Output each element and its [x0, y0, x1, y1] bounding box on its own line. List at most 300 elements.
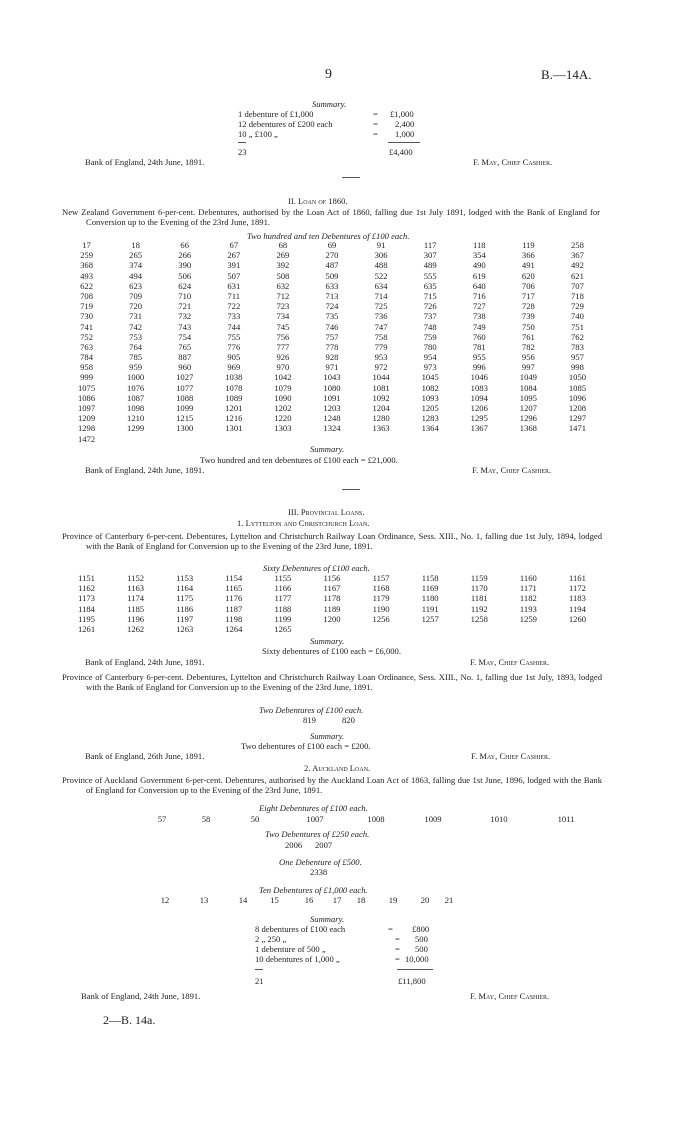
debenture-number: 733	[227, 311, 241, 322]
bank-date: Bank of England, 24th June, 1891.	[85, 465, 205, 475]
debenture-number: 507	[227, 270, 241, 281]
debenture-number: 1007	[306, 814, 324, 824]
debenture-number: 720	[129, 301, 143, 312]
debenture-number: 732	[178, 311, 192, 322]
debenture-number: 91	[376, 240, 386, 250]
debenture-number: 488	[374, 260, 388, 271]
debenture-number: 778	[325, 341, 339, 352]
debenture-number	[357, 434, 406, 444]
debenture-number: 1044	[372, 372, 390, 383]
debenture-number: 1195	[78, 613, 95, 624]
debenture-number: 492	[571, 260, 584, 271]
summary-line: 8 debentures of £100 each = £800	[255, 924, 430, 934]
debenture-number: 17	[332, 895, 342, 905]
debenture-number: 1179	[372, 593, 390, 604]
debenture-number: 270	[325, 250, 339, 261]
debenture-number: 367	[571, 250, 584, 261]
debenture-number: 1079	[274, 382, 292, 393]
debenture-number: 494	[129, 270, 143, 281]
debenture-number: 2338	[310, 867, 328, 877]
debenture-number	[160, 434, 209, 444]
debenture-number: 758	[374, 331, 388, 342]
debenture-number-row	[150, 895, 459, 905]
debenture-number: 1082	[421, 382, 439, 393]
debenture-number: 1202	[274, 403, 292, 413]
debenture-number: 1368	[519, 423, 537, 434]
debenture-number: 1184	[78, 603, 95, 614]
top-summary-rule-right	[388, 142, 420, 143]
debenture-number: 1174	[127, 593, 145, 604]
debenture-number: 1178	[323, 593, 341, 604]
debenture-number: 392	[276, 260, 290, 271]
debenture-number: 784	[80, 352, 93, 363]
debenture-number: 1204	[372, 403, 390, 413]
debenture-number: 509	[325, 270, 339, 281]
subsection-subheading: Eight Debentures of £100 each.	[259, 803, 368, 813]
debenture-number: 953	[374, 352, 388, 363]
summary-line: 10 „ £100 „ = 1,000	[238, 129, 415, 139]
debenture-number: 1089	[225, 392, 243, 403]
debenture-number: 1090	[274, 392, 292, 403]
debenture-number: 1154	[225, 573, 243, 583]
top-summary-total-amount: £4,400	[389, 147, 413, 157]
section-divider	[342, 177, 360, 178]
debenture-number: 1190	[372, 603, 390, 614]
debenture-number: 1299	[127, 423, 145, 434]
auckland-summary-rule-left	[255, 969, 263, 970]
debenture-number: 707	[571, 280, 584, 291]
debenture-number	[258, 434, 307, 444]
section-summary-line: Two hundred and ten debentures of £100 each = £21,000.	[200, 455, 398, 465]
debenture-number	[504, 434, 553, 444]
debenture-number: 970	[276, 362, 290, 373]
top-summary-title: Summary.	[312, 99, 347, 109]
debenture-number	[111, 434, 160, 444]
debenture-number: 1216	[225, 413, 243, 424]
section-heading: II. Loan of 1860.	[288, 196, 348, 206]
top-summary-total-count: 23	[238, 147, 247, 157]
debenture-number	[553, 434, 602, 444]
debenture-number: 522	[374, 270, 388, 281]
summary-line: 12 debentures of £200 each = 2,400	[238, 119, 415, 129]
debenture-number: 1191	[421, 603, 439, 614]
debenture-number: 736	[374, 311, 388, 322]
debenture-number: 1043	[323, 372, 341, 383]
debenture-number: 267	[227, 250, 241, 261]
debenture-number: 1324	[323, 423, 341, 434]
auckland-summary-total-count: 21	[255, 976, 264, 986]
subsection-subheading: Ten Debentures of £1,000 each.	[259, 885, 368, 895]
debenture-number: 1198	[225, 613, 243, 624]
debenture-number: 742	[129, 321, 143, 332]
debenture-number: 1086	[77, 392, 96, 403]
debenture-number: 1155	[274, 573, 292, 583]
debenture-number: 619	[472, 270, 486, 281]
debenture-number: 1176	[225, 593, 243, 604]
debenture-number: 1161	[569, 573, 586, 583]
debenture-number: 1038	[225, 372, 243, 383]
debenture-number: 1167	[323, 583, 341, 594]
section-intro: New Zealand Government 6-per-cent. Debentures, authorised by the Loan Act of 1860, falling due 1st July 1891, lodged with the Bank of England for Conversion up to the Evening of the 23rd June, 1891.	[62, 207, 600, 228]
debenture-number: 1152	[127, 573, 145, 583]
debenture-number: 620	[521, 270, 535, 281]
debenture-number: 1196	[127, 613, 145, 624]
debenture-number: 708	[80, 290, 93, 301]
debenture-number: 746	[325, 321, 339, 332]
debenture-number: 1206	[470, 403, 488, 413]
debenture-number: 713	[325, 290, 339, 301]
subsection-subheading: Two Debentures of £100 each.	[259, 705, 364, 715]
debenture-number: 1094	[470, 392, 488, 403]
debenture-number: 958	[80, 362, 93, 373]
debenture-number: 969	[227, 362, 241, 373]
debenture-number: 761	[521, 331, 535, 342]
debenture-number: 776	[227, 341, 241, 352]
debenture-number: 747	[374, 321, 388, 332]
bank-date: Bank of England, 24th June, 1891.	[85, 657, 205, 667]
debenture-number: 1173	[78, 593, 95, 604]
debenture-number: 1187	[225, 603, 243, 614]
debenture-number: 259	[80, 250, 93, 261]
debenture-number: 762	[571, 331, 584, 342]
debenture-number: 723	[276, 301, 290, 312]
debenture-number: 1046	[470, 372, 488, 383]
debenture-number: 765	[178, 341, 192, 352]
debenture-number: 19	[388, 895, 398, 905]
debenture-number: 712	[276, 290, 290, 301]
debenture-number: 756	[276, 331, 290, 342]
debenture-number: 959	[129, 362, 143, 373]
signature: F. May, Chief Cashier.	[470, 657, 550, 667]
debenture-number: 621	[571, 270, 584, 281]
summary-line: 1 debenture of £1,000 = £1,000	[238, 109, 414, 119]
debenture-number: 757	[325, 331, 339, 342]
debenture-number: 1258	[470, 613, 488, 624]
debenture-number: 755	[227, 331, 241, 342]
debenture-number: 1197	[176, 613, 194, 624]
subsection-intro: Province of Auckland Government 6-per-cent. Debentures, authorised by the Auckland Loan Act of 1863, falling due 1st June, 1896, lodged with the Bank of England for Conversion up to the Evening of the 23rd June, 1891.	[62, 775, 602, 796]
debenture-number: 1189	[323, 603, 341, 614]
debenture-number: 18	[356, 895, 366, 905]
debenture-number: 1010	[490, 814, 508, 824]
debenture-number: 1083	[470, 382, 488, 393]
debenture-number: 954	[423, 352, 437, 363]
debenture-number: 1076	[127, 382, 145, 393]
debenture-number: 739	[521, 311, 535, 322]
debenture-number: 21	[444, 895, 454, 905]
debenture-number: 748	[423, 321, 437, 332]
debenture-number: 258	[571, 240, 584, 250]
bank-date: Bank of England, 24th June, 1891.	[81, 991, 201, 1001]
debenture-number: 1260	[568, 613, 587, 624]
debenture-number: 640	[472, 280, 486, 291]
debenture-number	[209, 434, 258, 444]
debenture-number: 711	[227, 290, 241, 301]
debenture-number: 1009	[424, 814, 442, 824]
debenture-number: 727	[472, 301, 486, 312]
subsection-heading: 1. Lyttelton and Christchurch Loan.	[237, 518, 370, 528]
signature: F. May, Chief Cashier.	[472, 465, 552, 475]
debenture-number	[406, 434, 455, 444]
subsection-intro: Province of Canterbury 6-per-cent. Debentures, Lyttelton and Christchurch Railway Loan Ordinance, Sess. XIII., No. 1, falling due 1st July, 1893, lodged with the Bank of England for Conversion up to the Evening of the 23rd June, 1891.	[62, 672, 602, 693]
debenture-number: 1165	[225, 583, 243, 594]
debenture-number: 635	[423, 280, 437, 291]
debenture-number: 1199	[274, 613, 292, 624]
debenture-number: 714	[374, 290, 388, 301]
debenture-number: 716	[472, 290, 486, 301]
debenture-number: 117	[423, 240, 437, 250]
debenture-number: 491	[521, 260, 535, 271]
debenture-number: 1295	[470, 413, 488, 424]
debenture-number: 1093	[421, 392, 439, 403]
debenture-number: 1283	[421, 413, 439, 424]
debenture-number: 57	[157, 814, 167, 824]
debenture-number: 734	[276, 311, 290, 322]
debenture-number: 1248	[323, 413, 341, 424]
debenture-number: 764	[129, 341, 143, 352]
debenture-number: 1205	[421, 403, 439, 413]
debenture-number: 1280	[372, 413, 390, 424]
debenture-number: 622	[80, 280, 93, 291]
debenture-number: 1203	[323, 403, 341, 413]
debenture-number: 1159	[470, 573, 488, 583]
debenture-number: 1027	[176, 372, 194, 383]
debenture-number: 956	[521, 352, 535, 363]
debenture-number: 1301	[225, 423, 243, 434]
debenture-number	[455, 434, 504, 444]
debenture-number: 391	[227, 260, 241, 271]
debenture-number: 1257	[421, 613, 439, 624]
debenture-number: 266	[178, 250, 192, 261]
debenture-number: 1207	[519, 403, 537, 413]
debenture-number: 1088	[176, 392, 194, 403]
debenture-number: 730	[80, 311, 93, 322]
debenture-number: 390	[178, 260, 192, 271]
debenture-number: 1099	[176, 403, 194, 413]
signature: F. May, Chief Cashier.	[473, 157, 553, 167]
debenture-number: 725	[374, 301, 388, 312]
section-divider	[342, 489, 360, 490]
debenture-number: 999	[80, 372, 93, 383]
subsection-subheading: One Debenture of £500.	[279, 857, 362, 867]
debenture-number: 1157	[372, 573, 390, 583]
debenture-number: 1162	[78, 583, 95, 594]
debenture-number: 1151	[78, 573, 95, 583]
debenture-number: 760	[472, 331, 486, 342]
debenture-number: 1215	[176, 413, 194, 424]
debenture-number: 1181	[470, 593, 488, 604]
subsection-intro: Province of Canterbury 6-per-cent. Debentures, Lyttelton and Christchurch Railway Loan Ordinance, Sess. XIII., No. 1, falling due 1st July, 1894, lodged with the Bank of England for Conversion up to the Evening of the 23rd June, 1891.	[62, 531, 602, 552]
debenture-number: 374	[129, 260, 143, 271]
debenture-number: 745	[276, 321, 290, 332]
debenture-number: 731	[129, 311, 143, 322]
debenture-number: 783	[571, 341, 584, 352]
doc-reference: B.—14A.	[541, 67, 592, 82]
debenture-number: 118	[472, 240, 486, 250]
debenture-number: 1042	[274, 372, 292, 383]
debenture-number: 1303	[274, 423, 292, 434]
debenture-number: 752	[80, 331, 93, 342]
debenture-number: 759	[423, 331, 437, 342]
debenture-number: 1098	[127, 403, 145, 413]
debenture-number: 820	[342, 715, 355, 725]
debenture-number: 781	[472, 341, 486, 352]
debenture-number: 634	[374, 280, 388, 291]
debenture-number: 887	[178, 352, 192, 363]
section-subheading: Two hundred and ten Debentures of £100 each.	[247, 231, 410, 241]
debenture-number: 715	[423, 290, 437, 301]
debenture-number: 506	[178, 270, 192, 281]
debenture-number: 1081	[372, 382, 390, 393]
debenture-number: 1169	[421, 583, 439, 594]
debenture-number: 1084	[519, 382, 537, 393]
debenture-number: 998	[571, 362, 584, 373]
summary-line: 10 debentures of 1,000 „ = 10,000	[255, 954, 429, 964]
debenture-number: 1008	[367, 814, 385, 824]
debenture-number: 1296	[519, 413, 537, 424]
debenture-number: 1156	[323, 573, 341, 583]
debenture-number: 1364	[421, 423, 439, 434]
debenture-number: 717	[521, 290, 535, 301]
debenture-number: 1087	[127, 392, 145, 403]
debenture-number: 973	[423, 362, 437, 373]
debenture-number: 1172	[569, 583, 586, 594]
auckland-summary-total-amount: £11,800	[398, 976, 426, 986]
bank-date: Bank of England, 24th June, 1891.	[85, 157, 205, 167]
debenture-number: 737	[423, 311, 437, 322]
debenture-number	[553, 624, 602, 634]
debenture-number	[455, 624, 504, 634]
debenture-number: 928	[325, 352, 339, 363]
debenture-number: 1045	[421, 372, 439, 383]
debenture-number: 16	[304, 895, 314, 905]
debenture-number: 726	[423, 301, 437, 312]
debenture-number: 1170	[470, 583, 488, 594]
subsection-summary-line: Sixty debentures of £100 each = £6,000.	[262, 646, 401, 656]
debenture-number: 1209	[77, 413, 96, 424]
page-number: 9	[325, 67, 332, 82]
debenture-number: 2006	[285, 840, 303, 850]
debenture-number: 1166	[274, 583, 292, 594]
debenture-number: 1193	[519, 603, 537, 614]
debenture-number: 1297	[568, 413, 587, 424]
debenture-number: 1091	[323, 392, 341, 403]
debenture-number: 58	[201, 814, 211, 824]
debenture-number: 1096	[568, 392, 587, 403]
debenture-number: 735	[325, 311, 339, 322]
debenture-number: 623	[129, 280, 143, 291]
debenture-number: 749	[472, 321, 486, 332]
debenture-number: 1188	[274, 603, 292, 614]
subsection-summary-title: Summary.	[310, 636, 345, 646]
debenture-number: 741	[80, 321, 93, 332]
debenture-number-table	[62, 240, 602, 444]
debenture-number: 779	[374, 341, 388, 352]
debenture-number	[504, 624, 553, 634]
subsection-summary-title: Summary.	[310, 914, 345, 924]
debenture-number: 1220	[274, 413, 292, 424]
debenture-number: 972	[374, 362, 388, 373]
section-heading: III. Provincial Loans.	[288, 507, 365, 517]
debenture-number: 66	[180, 240, 190, 250]
debenture-number: 1186	[176, 603, 194, 614]
debenture-number: 366	[521, 250, 535, 261]
debenture-number: 780	[423, 341, 437, 352]
debenture-number: 1265	[274, 623, 292, 634]
subsection-summary-line: Two debentures of £100 each = £200.	[241, 741, 371, 751]
debenture-number: 354	[472, 250, 486, 261]
debenture-number: 1158	[421, 573, 439, 583]
debenture-number: 905	[227, 352, 241, 363]
debenture-number: 1256	[372, 613, 390, 624]
subsection-summary-title: Summary.	[310, 731, 345, 741]
debenture-number: 1077	[176, 382, 194, 393]
debenture-number: 69	[327, 240, 337, 250]
debenture-number: 709	[129, 290, 143, 301]
debenture-number: 1050	[568, 372, 587, 383]
debenture-number: 971	[325, 362, 339, 373]
signature-mark: 2—B. 14a.	[103, 1013, 156, 1027]
debenture-number	[307, 434, 356, 444]
debenture-number: 1160	[519, 573, 537, 583]
debenture-number: 819	[303, 715, 316, 725]
subsection-subheading: Sixty Debentures of £100 each.	[263, 563, 370, 573]
debenture-number: 1185	[127, 603, 145, 614]
debenture-number: 754	[178, 331, 192, 342]
summary-line: 1 debenture of 500 „ = 500	[255, 944, 428, 954]
debenture-number: 18	[131, 240, 140, 250]
debenture-number: 306	[374, 250, 388, 261]
signature: F. May, Chief Cashier.	[470, 991, 550, 1001]
debenture-number: 14	[238, 895, 248, 905]
debenture-number: 307	[423, 250, 437, 261]
debenture-number: 13	[199, 895, 209, 905]
debenture-number: 1085	[568, 382, 587, 393]
debenture-number: 1363	[372, 423, 390, 434]
debenture-number: 728	[521, 301, 535, 312]
debenture-number: 1171	[519, 583, 537, 594]
debenture-number: 1472	[77, 433, 96, 444]
debenture-number: 1153	[176, 573, 194, 583]
debenture-number: 996	[472, 362, 486, 373]
debenture-number: 743	[178, 321, 192, 332]
debenture-number: 555	[423, 270, 437, 281]
debenture-number: 1011	[557, 814, 575, 824]
debenture-number: 624	[178, 280, 192, 291]
debenture-number: 265	[129, 250, 143, 261]
debenture-number: 1049	[519, 372, 537, 383]
debenture-number: 1078	[225, 382, 243, 393]
debenture-number: 508	[276, 270, 290, 281]
debenture-number: 1261	[77, 623, 96, 634]
summary-line: 2 „ 250 „ = 500	[255, 934, 428, 944]
debenture-number: 722	[227, 301, 241, 312]
debenture-number: 368	[80, 260, 93, 271]
debenture-number: 1075	[77, 382, 96, 393]
debenture-number: 1168	[372, 583, 390, 594]
debenture-number: 729	[571, 301, 584, 312]
debenture-number: 1264	[225, 623, 243, 634]
debenture-number: 1080	[323, 382, 341, 393]
debenture-number	[406, 624, 455, 634]
subsection-subheading: Two Debentures of £250 each.	[265, 829, 370, 839]
debenture-number-row	[140, 814, 596, 824]
debenture-number: 997	[521, 362, 535, 373]
debenture-number: 738	[472, 311, 486, 322]
debenture-number: 489	[423, 260, 437, 271]
debenture-number: 782	[521, 341, 535, 352]
debenture-number: 493	[80, 270, 93, 281]
